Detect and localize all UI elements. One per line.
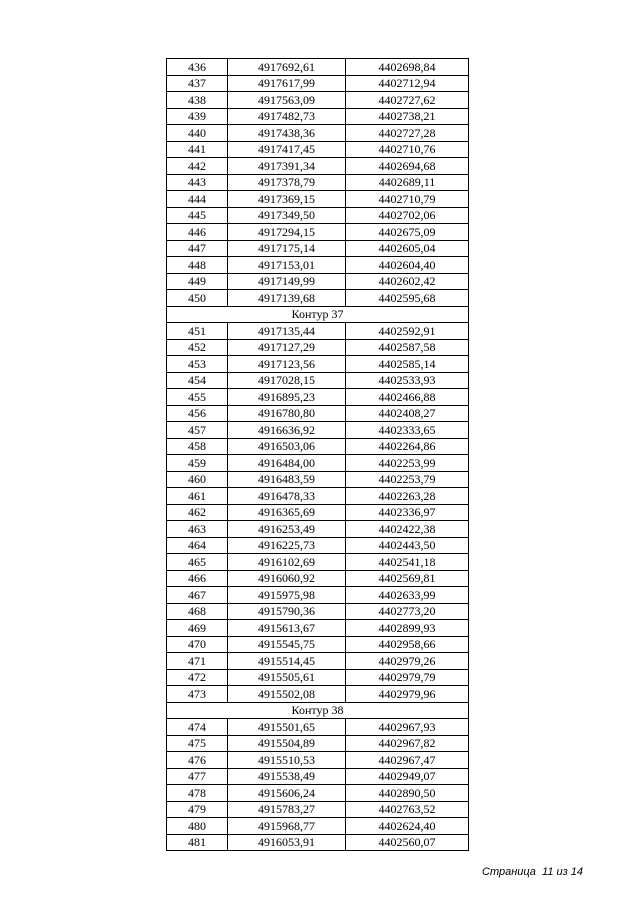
y-coordinate-cell: 4402949,07 [346, 768, 469, 785]
y-coordinate-cell: 4402675,09 [346, 224, 469, 241]
x-coordinate-cell: 4917391,34 [228, 158, 346, 175]
y-coordinate-cell: 4402979,96 [346, 686, 469, 703]
x-coordinate-cell: 4916895,23 [228, 389, 346, 406]
y-coordinate-cell: 4402333,65 [346, 422, 469, 439]
y-coordinate-cell: 4402605,04 [346, 240, 469, 257]
x-coordinate-cell: 4915538,49 [228, 768, 346, 785]
y-coordinate-cell: 4402408,27 [346, 405, 469, 422]
x-coordinate-cell: 4917149,99 [228, 273, 346, 290]
y-coordinate-cell: 4402595,68 [346, 290, 469, 307]
point-number-cell: 468 [167, 603, 228, 620]
table-row [167, 455, 469, 472]
x-coordinate-cell: 4917482,73 [228, 108, 346, 125]
y-coordinate-cell: 4402253,99 [346, 455, 469, 472]
y-coordinate-cell: 4402264,86 [346, 438, 469, 455]
point-number-cell: 440 [167, 125, 228, 142]
x-coordinate-cell: 4917692,61 [228, 59, 346, 76]
y-coordinate-cell: 4402604,40 [346, 257, 469, 274]
x-coordinate-cell: 4917294,15 [228, 224, 346, 241]
table-row [167, 422, 469, 439]
table-row [167, 471, 469, 488]
y-coordinate-cell: 4402979,26 [346, 653, 469, 670]
x-coordinate-cell: 4915501,65 [228, 719, 346, 736]
y-coordinate-cell: 4402336,97 [346, 504, 469, 521]
table-row [167, 240, 469, 257]
y-coordinate-cell: 4402263,28 [346, 488, 469, 505]
coordinates-table [166, 58, 469, 851]
table-row [167, 372, 469, 389]
x-coordinate-cell: 4917153,01 [228, 257, 346, 274]
y-coordinate-cell: 4402541,18 [346, 554, 469, 571]
table-row [167, 92, 469, 109]
point-number-cell: 470 [167, 636, 228, 653]
y-coordinate-cell: 4402585,14 [346, 356, 469, 373]
point-number-cell: 469 [167, 620, 228, 637]
table-row [167, 587, 469, 604]
point-number-cell: 451 [167, 323, 228, 340]
y-coordinate-cell: 4402890,50 [346, 785, 469, 802]
x-coordinate-cell: 4915613,67 [228, 620, 346, 637]
table-row [167, 273, 469, 290]
point-number-cell: 480 [167, 818, 228, 835]
table-row [167, 339, 469, 356]
point-number-cell: 455 [167, 389, 228, 406]
y-coordinate-cell: 4402979,79 [346, 669, 469, 686]
table-row [167, 158, 469, 175]
table-row [167, 801, 469, 818]
x-coordinate-cell: 4917123,56 [228, 356, 346, 373]
x-coordinate-cell: 4915545,75 [228, 636, 346, 653]
x-coordinate-cell: 4915505,61 [228, 669, 346, 686]
x-coordinate-cell: 4915502,08 [228, 686, 346, 703]
point-number-cell: 444 [167, 191, 228, 208]
table-row [167, 125, 469, 142]
table-row [167, 554, 469, 571]
table-row [167, 207, 469, 224]
point-number-cell: 436 [167, 59, 228, 76]
table-row [167, 537, 469, 554]
point-number-cell: 442 [167, 158, 228, 175]
y-coordinate-cell: 4402710,76 [346, 141, 469, 158]
x-coordinate-cell: 4917349,50 [228, 207, 346, 224]
y-coordinate-cell: 4402967,93 [346, 719, 469, 736]
y-coordinate-cell: 4402773,20 [346, 603, 469, 620]
x-coordinate-cell: 4916225,73 [228, 537, 346, 554]
table-row [167, 389, 469, 406]
point-number-cell: 475 [167, 735, 228, 752]
point-number-cell: 439 [167, 108, 228, 125]
point-number-cell: 437 [167, 75, 228, 92]
table-row [167, 719, 469, 736]
point-number-cell: 457 [167, 422, 228, 439]
point-number-cell: 461 [167, 488, 228, 505]
y-coordinate-cell: 4402633,99 [346, 587, 469, 604]
contour-label: Контур 37 [167, 306, 469, 323]
table-row [167, 290, 469, 307]
x-coordinate-cell: 4917438,36 [228, 125, 346, 142]
table-row [167, 636, 469, 653]
x-coordinate-cell: 4916060,92 [228, 570, 346, 587]
y-coordinate-cell: 4402587,58 [346, 339, 469, 356]
point-number-cell: 472 [167, 669, 228, 686]
table-row [167, 768, 469, 785]
contour-header-row [167, 702, 469, 719]
x-coordinate-cell: 4916053,91 [228, 834, 346, 851]
point-number-cell: 453 [167, 356, 228, 373]
y-coordinate-cell: 4402712,94 [346, 75, 469, 92]
point-number-cell: 473 [167, 686, 228, 703]
point-number-cell: 448 [167, 257, 228, 274]
x-coordinate-cell: 4917175,14 [228, 240, 346, 257]
y-coordinate-cell: 4402899,93 [346, 620, 469, 637]
x-coordinate-cell: 4917127,29 [228, 339, 346, 356]
table-row [167, 141, 469, 158]
contour-label: Контур 38 [167, 702, 469, 719]
point-number-cell: 477 [167, 768, 228, 785]
point-number-cell: 465 [167, 554, 228, 571]
point-number-cell: 481 [167, 834, 228, 851]
table-row [167, 405, 469, 422]
table-row [167, 653, 469, 670]
x-coordinate-cell: 4916483,59 [228, 471, 346, 488]
x-coordinate-cell: 4915968,77 [228, 818, 346, 835]
table-row [167, 521, 469, 538]
y-coordinate-cell: 4402569,81 [346, 570, 469, 587]
x-coordinate-cell: 4915783,27 [228, 801, 346, 818]
table-row [167, 686, 469, 703]
point-number-cell: 474 [167, 719, 228, 736]
y-coordinate-cell: 4402727,28 [346, 125, 469, 142]
contour-header-row [167, 306, 469, 323]
table-row [167, 174, 469, 191]
x-coordinate-cell: 4916636,92 [228, 422, 346, 439]
y-coordinate-cell: 4402624,40 [346, 818, 469, 835]
table-row [167, 752, 469, 769]
y-coordinate-cell: 4402967,47 [346, 752, 469, 769]
x-coordinate-cell: 4917563,09 [228, 92, 346, 109]
x-coordinate-cell: 4917378,79 [228, 174, 346, 191]
point-number-cell: 446 [167, 224, 228, 241]
table-row [167, 191, 469, 208]
point-number-cell: 466 [167, 570, 228, 587]
y-coordinate-cell: 4402592,91 [346, 323, 469, 340]
y-coordinate-cell: 4402967,82 [346, 735, 469, 752]
table-row [167, 224, 469, 241]
table-row [167, 108, 469, 125]
point-number-cell: 447 [167, 240, 228, 257]
point-number-cell: 438 [167, 92, 228, 109]
table-row [167, 59, 469, 76]
point-number-cell: 471 [167, 653, 228, 670]
point-number-cell: 462 [167, 504, 228, 521]
page-number-footer: Страница 11 из 14 [482, 866, 584, 878]
point-number-cell: 456 [167, 405, 228, 422]
point-number-cell: 445 [167, 207, 228, 224]
x-coordinate-cell: 4915790,36 [228, 603, 346, 620]
y-coordinate-cell: 4402698,84 [346, 59, 469, 76]
point-number-cell: 458 [167, 438, 228, 455]
point-number-cell: 460 [167, 471, 228, 488]
point-number-cell: 459 [167, 455, 228, 472]
point-number-cell: 467 [167, 587, 228, 604]
x-coordinate-cell: 4917135,44 [228, 323, 346, 340]
y-coordinate-cell: 4402422,38 [346, 521, 469, 538]
x-coordinate-cell: 4917028,15 [228, 372, 346, 389]
table-row [167, 818, 469, 835]
point-number-cell: 441 [167, 141, 228, 158]
point-number-cell: 443 [167, 174, 228, 191]
table-row [167, 785, 469, 802]
y-coordinate-cell: 4402738,21 [346, 108, 469, 125]
point-number-cell: 454 [167, 372, 228, 389]
y-coordinate-cell: 4402443,50 [346, 537, 469, 554]
table-row [167, 323, 469, 340]
point-number-cell: 476 [167, 752, 228, 769]
table-row [167, 620, 469, 637]
x-coordinate-cell: 4915514,45 [228, 653, 346, 670]
y-coordinate-cell: 4402466,88 [346, 389, 469, 406]
point-number-cell: 449 [167, 273, 228, 290]
x-coordinate-cell: 4916102,69 [228, 554, 346, 571]
x-coordinate-cell: 4917417,45 [228, 141, 346, 158]
y-coordinate-cell: 4402702,06 [346, 207, 469, 224]
x-coordinate-cell: 4915975,98 [228, 587, 346, 604]
y-coordinate-cell: 4402710,79 [346, 191, 469, 208]
x-coordinate-cell: 4916253,49 [228, 521, 346, 538]
x-coordinate-cell: 4916503,06 [228, 438, 346, 455]
y-coordinate-cell: 4402694,68 [346, 158, 469, 175]
table-row [167, 504, 469, 521]
table-row [167, 834, 469, 851]
x-coordinate-cell: 4916365,69 [228, 504, 346, 521]
table-row [167, 356, 469, 373]
table-row [167, 570, 469, 587]
y-coordinate-cell: 4402958,66 [346, 636, 469, 653]
y-coordinate-cell: 4402689,11 [346, 174, 469, 191]
table-row [167, 488, 469, 505]
x-coordinate-cell: 4915606,24 [228, 785, 346, 802]
y-coordinate-cell: 4402560,07 [346, 834, 469, 851]
x-coordinate-cell: 4917369,15 [228, 191, 346, 208]
x-coordinate-cell: 4915504,89 [228, 735, 346, 752]
point-number-cell: 478 [167, 785, 228, 802]
x-coordinate-cell: 4916484,00 [228, 455, 346, 472]
table-row [167, 735, 469, 752]
point-number-cell: 463 [167, 521, 228, 538]
y-coordinate-cell: 4402602,42 [346, 273, 469, 290]
x-coordinate-cell: 4917139,68 [228, 290, 346, 307]
x-coordinate-cell: 4916780,80 [228, 405, 346, 422]
table-row [167, 75, 469, 92]
table-row [167, 603, 469, 620]
y-coordinate-cell: 4402763,52 [346, 801, 469, 818]
x-coordinate-cell: 4915510,53 [228, 752, 346, 769]
point-number-cell: 450 [167, 290, 228, 307]
x-coordinate-cell: 4917617,99 [228, 75, 346, 92]
table-row [167, 438, 469, 455]
table-row [167, 669, 469, 686]
point-number-cell: 452 [167, 339, 228, 356]
table-row [167, 257, 469, 274]
y-coordinate-cell: 4402727,62 [346, 92, 469, 109]
point-number-cell: 464 [167, 537, 228, 554]
x-coordinate-cell: 4916478,33 [228, 488, 346, 505]
coordinates-table-body [167, 59, 469, 851]
point-number-cell: 479 [167, 801, 228, 818]
y-coordinate-cell: 4402533,93 [346, 372, 469, 389]
y-coordinate-cell: 4402253,79 [346, 471, 469, 488]
